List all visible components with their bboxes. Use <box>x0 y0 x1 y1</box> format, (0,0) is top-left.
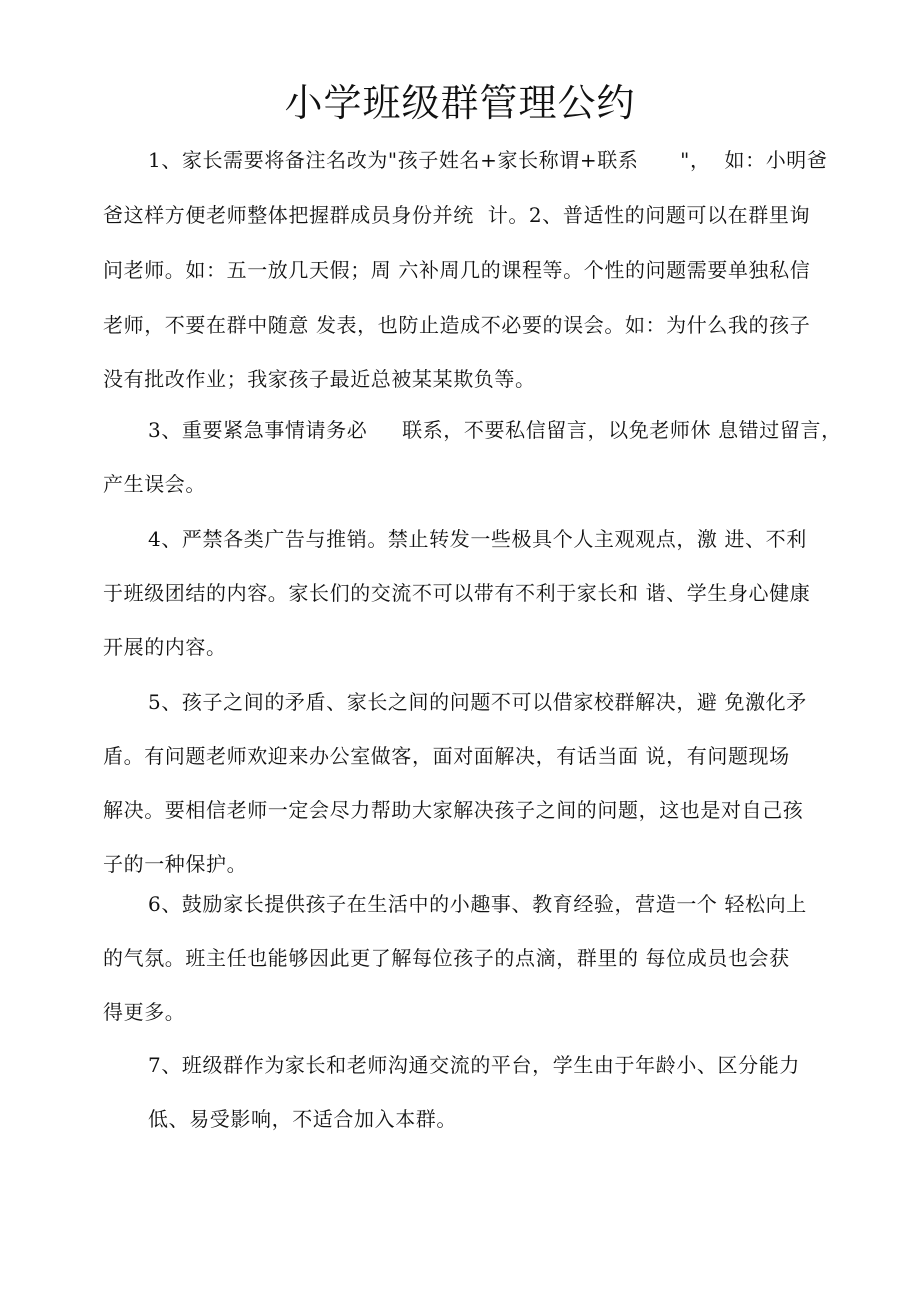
rule-3-line-2: 产生误会。 <box>103 472 206 496</box>
rule-5-line-1: 5、孩子之间的矛盾、家长之间的问题不可以借家校群解决，避 免激化矛 <box>148 690 807 714</box>
rule-4-line-1: 4、严禁各类广告与推销。禁止转发一些极具个人主观观点，激 进、不利 <box>148 527 807 551</box>
rule-5-line-4: 子的一种保护。 <box>103 852 248 876</box>
rule-6-line-1: 6、鼓励家长提供孩子在生活中的小趣事、教育经验，营造一个 轻松向上 <box>148 892 807 916</box>
rule-4-line-3: 开展的内容。 <box>103 635 227 659</box>
rule-1-line-1: 1、家长需要将备注名改为"孩子姓名+家长称谓+联系 "， 如：小明爸 <box>148 148 828 172</box>
rule-3-line-1: 3、重要紧急事情请务必 联系，不要私信留言，以免老师休 息错过留言， <box>148 418 842 442</box>
rule-5-line-3: 解决。要相信老师一定会尽力帮助大家解决孩子之间的问题，这也是对自己孩 <box>103 798 804 822</box>
rule-6-line-3: 得更多。 <box>103 1000 186 1024</box>
rule-6-line-2: 的气氛。班主任也能够因此更了解每位孩子的点滴，群里的 每位成员也会获 <box>103 946 790 970</box>
rule-2-line-1: 问老师。如：五一放几天假；周 六补周几的课程等。个性的问题需要单独私信 <box>103 258 811 282</box>
rule-5-line-2: 盾。有问题老师欢迎来办公室做客，面对面解决，有话当面 说，有问题现场 <box>103 744 790 768</box>
rule-2-line-3: 没有批改作业；我家孩子最近总被某某欺负等。 <box>103 367 536 391</box>
rule-2-line-2: 老师，不要在群中随意 发表，也防止造成不必要的误会。如：为什么我的孩子 <box>103 313 811 337</box>
rule-1-line-2: 爸这样方便老师整体把握群成员身份并统 计。2、普适性的问题可以在群里询 <box>103 203 811 227</box>
rule-7-line-2: 低、易受影响，不适合加入本群。 <box>148 1107 457 1131</box>
rule-4-line-2: 于班级团结的内容。家长们的交流不可以带有不利于家长和 谐、学生身心健康 <box>103 581 811 605</box>
rule-7-line-1: 7、班级群作为家长和老师沟通交流的平台，学生由于年龄小、区分能力 <box>148 1053 800 1077</box>
page-title: 小学班级群管理公约 <box>284 81 636 125</box>
